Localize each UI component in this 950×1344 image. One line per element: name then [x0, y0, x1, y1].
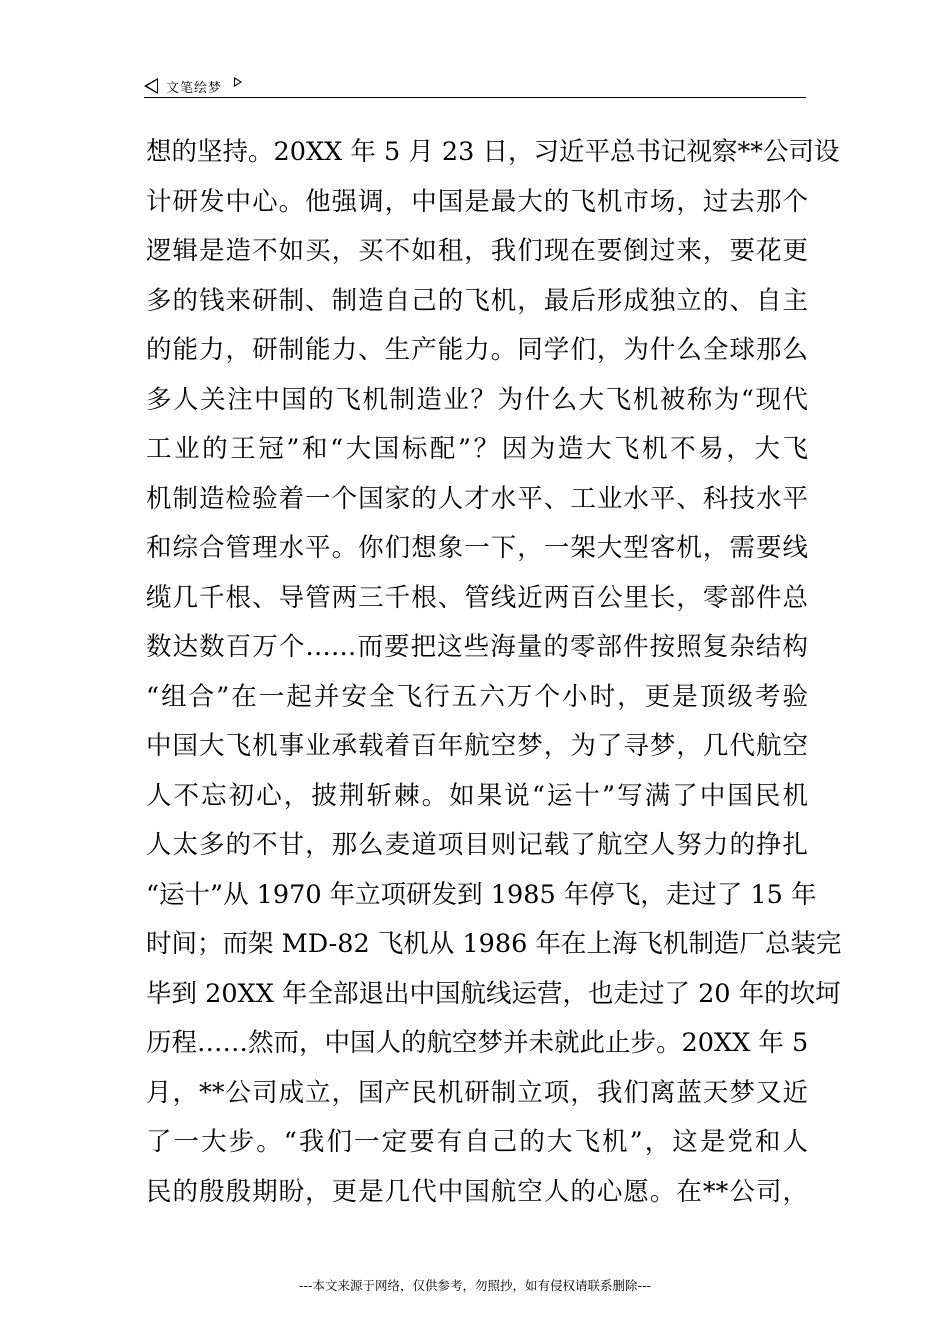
header-title: 文笔绘梦 [166, 81, 223, 96]
body-line: 人不忘初心，披荆斩棘。如果说“运十”写满了中国民机 [146, 780, 808, 811]
body-line: 计研发中心。他强调，中国是最大的飞机市场，过去那个 [146, 186, 808, 217]
triangle-left-icon [144, 78, 158, 94]
body-line: 时间；而架 MD-82 飞机从 1986 年在上海飞机制造厂总装完 [146, 929, 842, 959]
body-line: 月，**公司成立，国产民机研制立项，我们离蓝天梦又近 [146, 1077, 808, 1108]
body-line: 工业的王冠”和“大国标配”？因为造大飞机不易，大飞 [146, 434, 808, 464]
body-line: 的能力，研制能力、生产能力。同学们，为什么全球那么 [146, 335, 808, 365]
body-line: 了一大步。“我们一定要有自己的大飞机”，这是党和人 [146, 1127, 808, 1157]
body-line: 中国大飞机事业承载着百年航空梦，为了寻梦，几代航空 [146, 731, 808, 761]
body-line: 人太多的不甘，那么麦道项目则记载了航空人努力的挣扎 [146, 830, 808, 860]
triangle-right-icon [234, 77, 242, 87]
page-footer: ---本文来源于网络，仅供参考，勿照抄，如有侵权请联系删除--- [298, 1278, 652, 1293]
body-line: 机制造检验着一个国家的人才水平、工业水平、科技水平 [146, 483, 808, 514]
header-divider [144, 97, 806, 98]
body-line: “组合”在一起并安全飞行五六万个小时，更是顶级考验 [146, 681, 808, 712]
body-line: 逻辑是造不如买，买不如租，我们现在要倒过来，要花更 [146, 236, 808, 266]
body-line: 想的坚持。20XX 年 5 月 23 日，习近平总书记视察**公司设 [146, 137, 840, 167]
body-line: 历程……然而，中国人的航空梦并未就此止步。20XX 年 5 [146, 1028, 809, 1058]
body-line: 缆几千根、导管两三千根、管线近两百公里长，零部件总 [146, 582, 808, 613]
body-line: 毕到 20XX 年全部退出中国航线运营，也走过了 20 年的坎坷 [146, 978, 841, 1009]
body-line: “运十”从 1970 年立项研发到 1985 年停飞，走过了 15 年 [146, 879, 817, 910]
body-line: 和综合管理水平。你们想象一下，一架大型客机，需要线 [146, 533, 808, 563]
body-line: 民的殷殷期盼，更是几代中国航空人的心愿。在**公司， [146, 1176, 808, 1207]
body-line: 多的钱来研制、制造自己的飞机，最后形成独立的、自主 [146, 285, 808, 316]
page-header [144, 74, 806, 98]
body-line: 多人关注中国的飞机制造业？为什么大飞机被称为“现代 [146, 384, 808, 415]
body-line: 数达数百万个……而要把这些海量的零部件按照复杂结构 [146, 632, 808, 662]
document-body [146, 128, 842, 1217]
